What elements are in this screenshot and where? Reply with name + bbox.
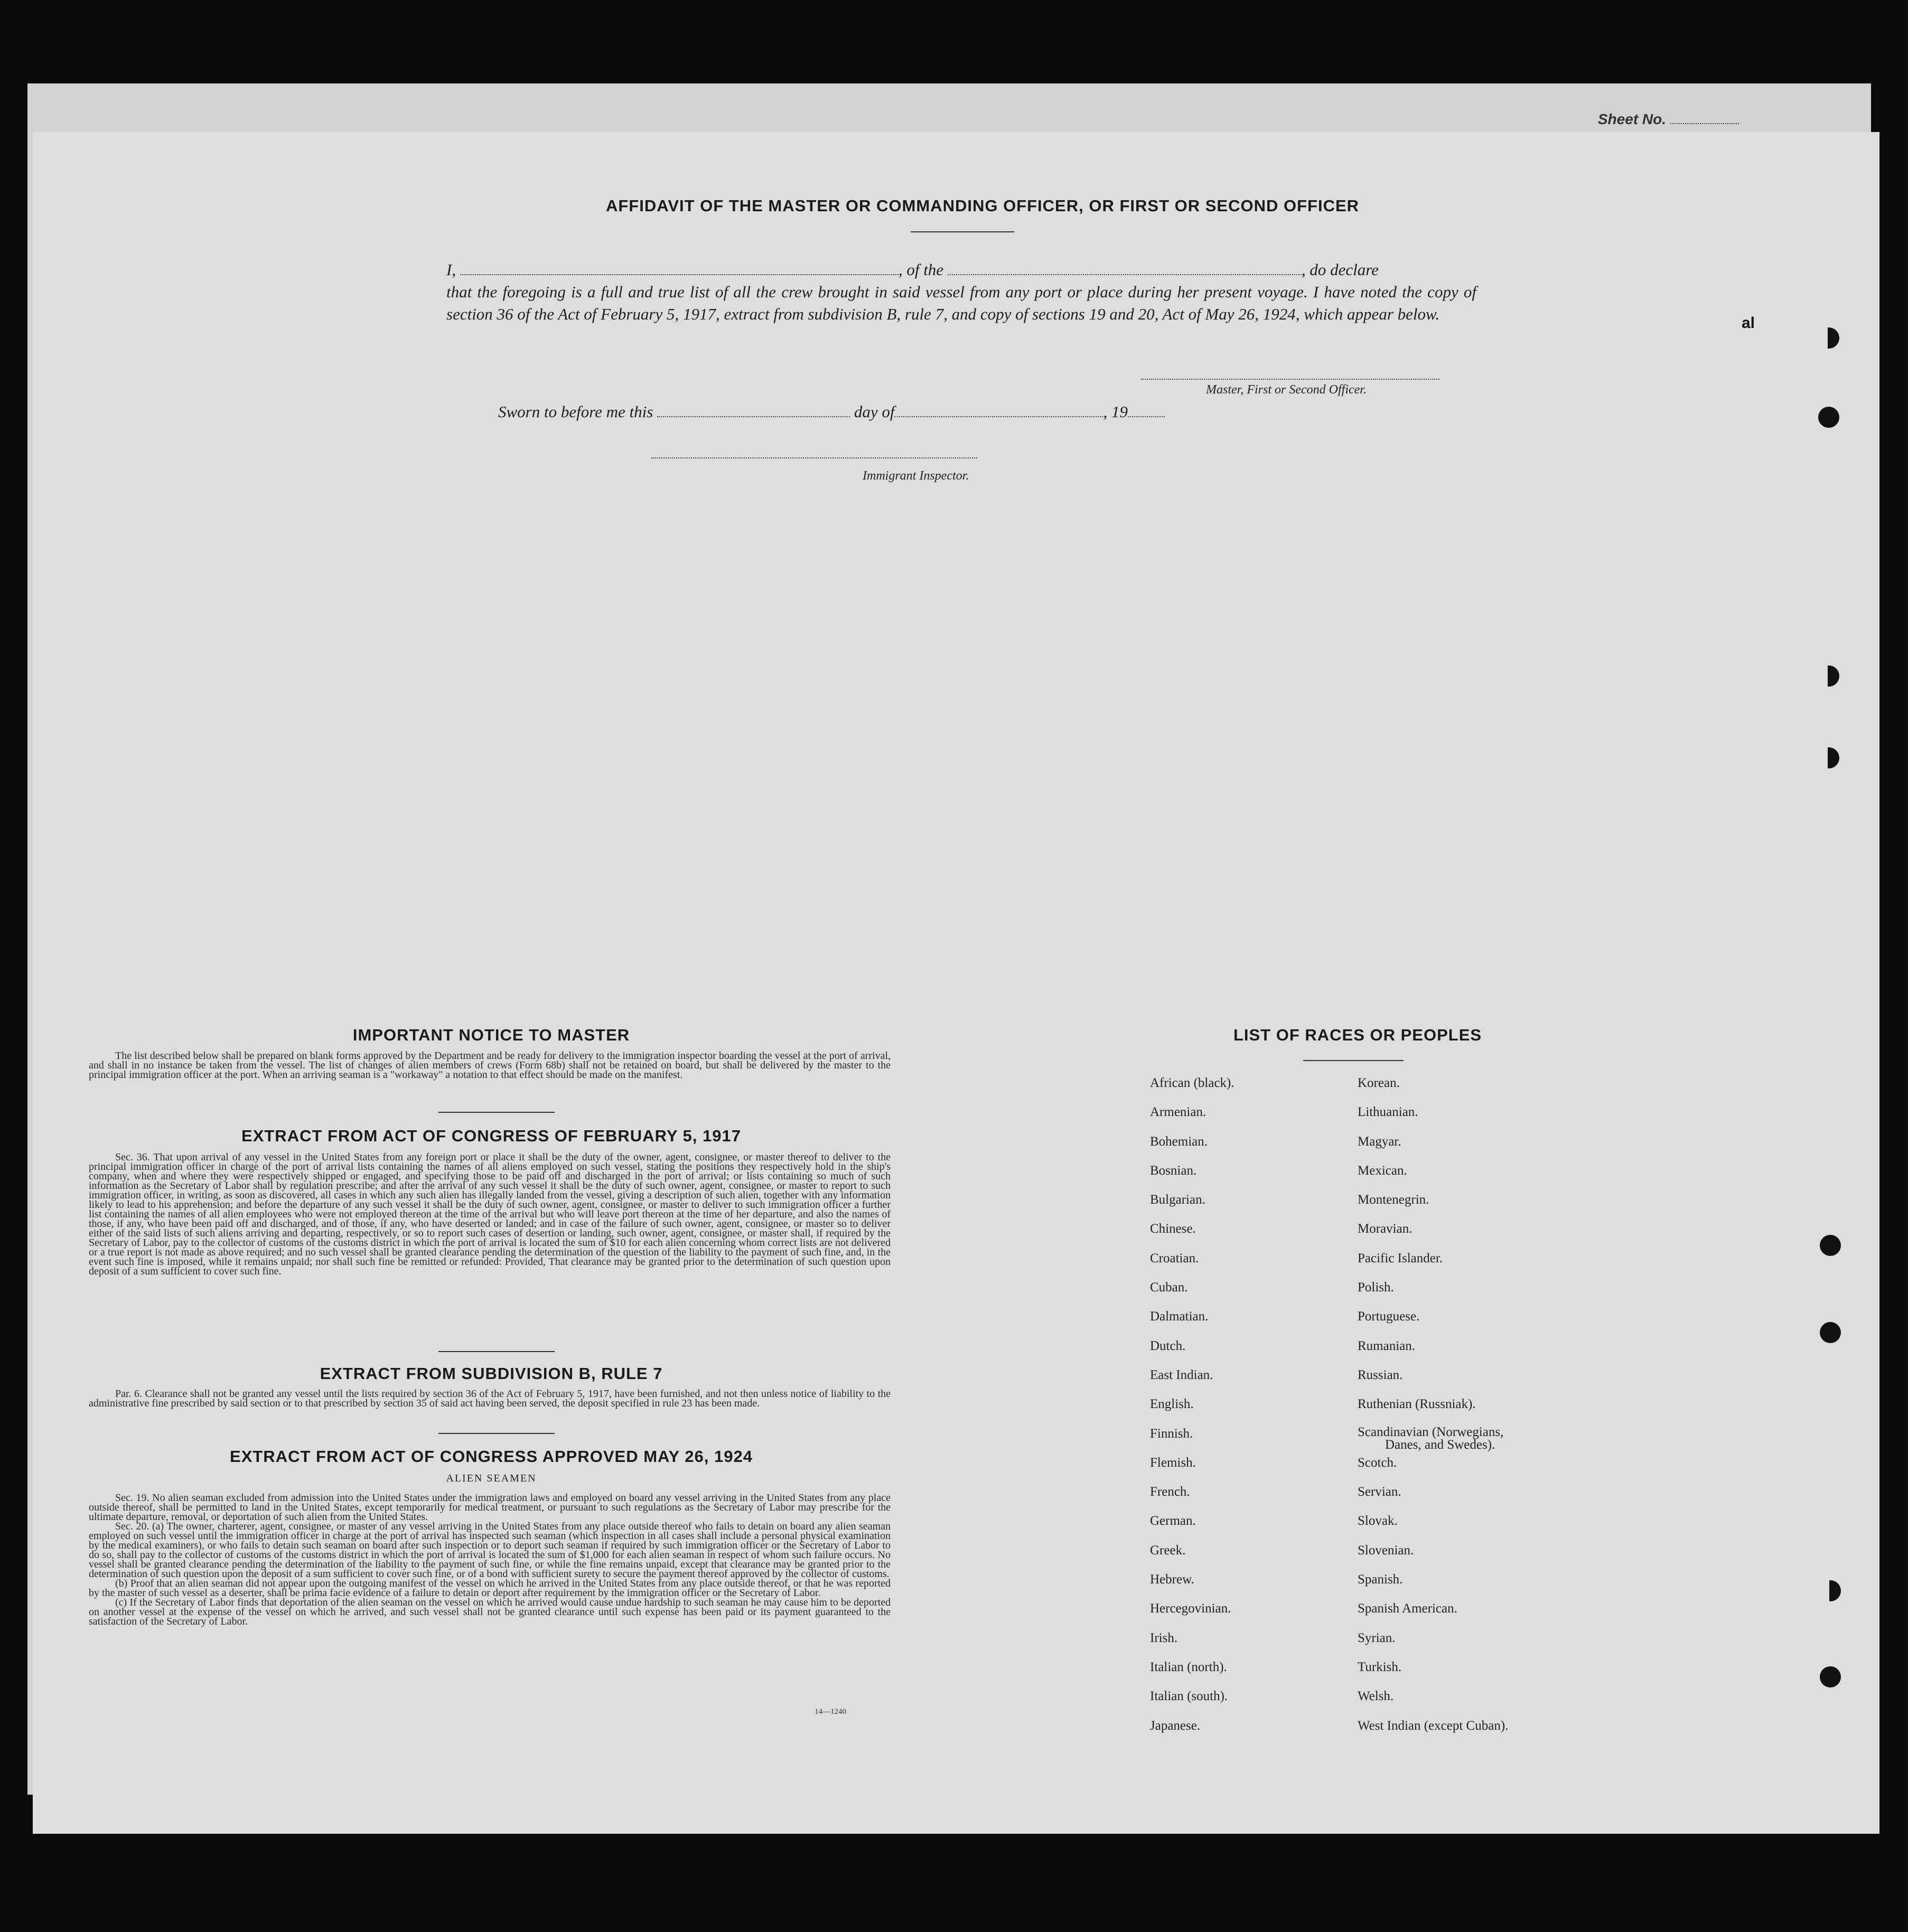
race-item: Dutch. bbox=[1150, 1338, 1186, 1353]
race-item: Bohemian. bbox=[1150, 1134, 1208, 1149]
race-item: Spanish American. bbox=[1358, 1601, 1457, 1616]
race-item: French. bbox=[1150, 1485, 1190, 1499]
race-item: Armenian. bbox=[1150, 1105, 1206, 1120]
race-item: Montenegrin. bbox=[1358, 1193, 1429, 1207]
extract-1924-title: EXTRACT FROM ACT OF CONGRESS APPROVED MAY 26, 1924 bbox=[230, 1447, 753, 1466]
race-item: Mexican. bbox=[1358, 1163, 1407, 1178]
race-item: Rumanian. bbox=[1358, 1338, 1416, 1353]
race-item: East Indian. bbox=[1150, 1367, 1213, 1382]
affidavit-text bbox=[446, 259, 1476, 325]
race-item: Syrian. bbox=[1358, 1630, 1396, 1645]
punch-hole bbox=[1820, 1235, 1841, 1256]
race-item: Ruthenian (Russniak). bbox=[1358, 1397, 1476, 1412]
title-rule bbox=[911, 231, 1014, 232]
inspector-signature-line bbox=[651, 457, 977, 458]
races-column-1 bbox=[1150, 1075, 1340, 1747]
punch-hole bbox=[1818, 407, 1839, 428]
affidavit-declaration-line: I, , of the , do declare bbox=[446, 260, 1379, 279]
day-blank bbox=[657, 404, 850, 417]
race-item: Hebrew. bbox=[1150, 1572, 1194, 1587]
race-item: Slovenian. bbox=[1358, 1543, 1414, 1558]
race-item: West Indian (except Cuban). bbox=[1358, 1718, 1509, 1733]
master-caption: Master, First or Second Officer. bbox=[1206, 383, 1367, 397]
form-number: 14—1240 bbox=[815, 1708, 846, 1716]
race-item: Greek. bbox=[1150, 1543, 1186, 1558]
race-item: Hercegovinian. bbox=[1150, 1601, 1231, 1616]
race-item: English. bbox=[1150, 1397, 1194, 1412]
race-item: Welsh. bbox=[1358, 1689, 1394, 1704]
races-title-rule bbox=[1303, 1060, 1404, 1061]
notice-title: IMPORTANT NOTICE TO MASTER bbox=[352, 1026, 630, 1044]
race-item: Slovak. bbox=[1358, 1514, 1398, 1528]
alien-seamen-subtitle: ALIEN SEAMEN bbox=[446, 1473, 537, 1484]
race-item: Scotch. bbox=[1358, 1455, 1397, 1470]
race-item: Finnish. bbox=[1150, 1426, 1193, 1441]
race-item: Bulgarian. bbox=[1150, 1193, 1205, 1207]
races-column-2 bbox=[1358, 1075, 1606, 1747]
inspector-caption: Immigrant Inspector. bbox=[863, 469, 969, 483]
races-title: LIST OF RACES OR PEOPLES bbox=[1233, 1026, 1482, 1044]
punch-hole bbox=[1818, 665, 1839, 687]
race-item: Pacific Islander. bbox=[1358, 1251, 1443, 1265]
extract-rule7-text: Par. 6. Clearance shall not be granted any vessel until the lists required by section 36 of the Act of February 5, 1917, have been furnished, and not then unless notice of liability to the administrative fine prescribed by said section or to that prescribed by section 35 of said act having been served, the deposit specified in rule 23 has been made. bbox=[89, 1388, 891, 1409]
race-item: Magyar. bbox=[1358, 1134, 1401, 1149]
extract-1917-text: Sec. 36. That upon arrival of any vessel in the United States from any foreign port or place it shall be the duty of the owner, agent, consignee, or master thereof to deliver to the principal immigration officer in charge of the port of arrival lists containing the names of all aliens employed on such vessel, stating the positions they respectively hold in the ship's company, when and where they were respectively shipped or engaged, and specifying those to be paid off and discharged in the port of arrival; or lists containing so much of such information as the Secretary of Labor shall by regulation prescribe; and after the arrival of any such vessel it shall be the duty of such owner, agent, consignee, or master to report to such immigration officer, in writing, as soon as discovered, all cases in which any such alien has illegally landed from the vessel, giving a description of such alien, together with any information likely to lead to his apprehension; and before the departure of any such vessel it shall be the duty of such owner, agent, consignee, or master to deliver to such immigration officer a further list containing the names of all alien employees who were not employed thereon at the time of the arrival but who will leave port thereon at the time of her departure, and also the names of those, if any, who have been paid off and discharged, and of those, if any, who have deserted or landed; and in case of the failure of such owner, agent, consignee, or master so to deliver either of the said lists of such aliens arriving and departing, respectively, or so to report such cases of desertion or landing, such owner, agent, consignee, or master shall, if required by the Secretary of Labor, pay to the collector of customs of the customs district in which the port of arrival is located the sum of $10 for each alien concerning whom correct lists are not delivered or a true report is not made as above required; and no such vessel shall be granted clearance pending the determination of the question of the liability to the payment of such fine, and, in the event such fine is imposed, while it remains unpaid; nor shall such fine be remitted or refunded: Provided, That clearance may be granted prior to the determination of such question upon deposit of a sum sufficient to cover such fine. bbox=[89, 1151, 891, 1277]
vessel-blank bbox=[948, 261, 1302, 275]
section-rule bbox=[438, 1433, 555, 1434]
race-item: Portuguese. bbox=[1358, 1309, 1420, 1324]
race-item: Korean. bbox=[1358, 1076, 1400, 1090]
affidavit-body: that the foregoing is a full and true list of all the crew brought in said vessel from any port or place during her present voyage. I have noted the copy of section 36 of the Act of February 5, 1917, extract from subdivision B, rule 7, and copy of sections 19 and 20, Act of May 26, 1924, which appear below. bbox=[446, 283, 1476, 323]
race-item: Servian. bbox=[1358, 1485, 1401, 1499]
race-item: Moravian. bbox=[1358, 1222, 1413, 1236]
race-item: Croatian. bbox=[1150, 1251, 1199, 1265]
punch-hole bbox=[1820, 1580, 1841, 1601]
race-item: Spanish. bbox=[1358, 1572, 1403, 1587]
punch-hole bbox=[1818, 327, 1839, 349]
race-item: Lithuanian. bbox=[1358, 1105, 1418, 1120]
race-item: German. bbox=[1150, 1514, 1196, 1528]
race-item: Irish. bbox=[1150, 1630, 1178, 1645]
extract-1924-text: Sec. 19. No alien seaman excluded from admission into the United States under the immigration laws and employed on board any vessel arriving in the United States from any place outside thereof, shall be permitted to land in the United States, except temporarily for medical treatment, or pursuant to such regulations as the Secretary of Labor may prescribe for the ultimate departure, removal, or deportation of such alien from the United States. Sec. 20. (a) The owner, charterer, agent, consignee, or master of any vessel arriving in the United States from any place outside thereof who fails to detain on board any alien seaman employed on such vessel until the immigration officer in charge at the port of arrival has inspected such seaman (which inspection in all cases shall include a personal physical examination by the medical examiners), or who fails to detain such seaman on board after such inspection or to deport such seaman if required by such immigration officer or the Secretary of Labor to do so, shall pay to the collector of customs of the customs district in which the port of arrival is located the sum of $1,000 for each alien seaman in respect of whom such failure occurs. No vessel shall be granted clearance pending the determination of the liability to the payment of such fine, or while the fine remains unpaid, except that clearance may be granted prior to the determination of such question upon the deposit of a sum sufficient to cover such fine, or of a bond with sufficient surety to secure the payment thereof approved by the collector of customs. (b) Proof that an alien seaman did not appear upon the outgoing manifest of the vessel on which he arrived in the United States from any place outside thereof, or that he was reported by the master of such vessel as a deserter, shall be prima facie evidence of a failure to detain or deport after requirement by the immigration officer or the Secretary of Labor. (c) If the Secretary of Labor finds that deportation of the alien seaman on the vessel on which he arrived would cause undue hardship to such seaman he may cause him to be deported on another vessel at the expense of the vessel on which he arrived, and such vessel shall not be granted clearance until such expense has been paid or its payment guaranteed to the satisfaction of the Secretary of Labor. bbox=[89, 1492, 891, 1627]
master-signature-line bbox=[1141, 379, 1439, 380]
extract-rule7-title: EXTRACT FROM SUBDIVISION B, RULE 7 bbox=[320, 1364, 663, 1383]
race-item: Bosnian. bbox=[1150, 1163, 1197, 1178]
punch-hole bbox=[1820, 1666, 1841, 1687]
race-item: Turkish. bbox=[1358, 1659, 1402, 1674]
affidavit-title: AFFIDAVIT OF THE MASTER OR COMMANDING OFFICER, OR FIRST OR SECOND OFFICER bbox=[605, 196, 1360, 215]
sworn-line: Sworn to before me this day of , 19 bbox=[498, 402, 1165, 421]
section-rule bbox=[438, 1351, 555, 1352]
race-item: Scandinavian (Norwegians, Danes, and Swedes). bbox=[1358, 1424, 1504, 1452]
race-item: Flemish. bbox=[1150, 1455, 1196, 1470]
race-item: African (black). bbox=[1150, 1076, 1234, 1090]
race-item: Polish. bbox=[1358, 1280, 1394, 1295]
extract-1917-title: EXTRACT FROM ACT OF CONGRESS OF FEBRUARY 5, 1917 bbox=[241, 1127, 741, 1145]
section-rule bbox=[438, 1112, 555, 1113]
race-item: Russian. bbox=[1358, 1367, 1403, 1382]
race-item: Cuban. bbox=[1150, 1280, 1188, 1295]
race-item: Dalmatian. bbox=[1150, 1309, 1209, 1324]
punch-hole bbox=[1818, 747, 1839, 768]
notice-text: The list described below shall be prepared on blank forms approved by the Department and be ready for delivery to the immigration inspector boarding the vessel at the port of arrival, and shall in no instance be taken from the vessel. The list of changes of alien members of crews (Form 68b) shall not be retained on board, but shall be delivered by the master to the principal immigration officer at the port. When an arriving seaman is a "workaway" a notation to that effect should be made on the manifest. bbox=[89, 1050, 891, 1081]
sheet-number-blank bbox=[1670, 123, 1739, 124]
month-blank bbox=[894, 404, 1103, 417]
punch-hole bbox=[1820, 1322, 1841, 1343]
sheet-number: Sheet No. bbox=[1598, 111, 1739, 128]
race-item: Italian (north). bbox=[1150, 1659, 1227, 1674]
race-item: Japanese. bbox=[1150, 1718, 1201, 1733]
page-mark: al bbox=[1742, 314, 1755, 332]
name-blank bbox=[460, 261, 899, 275]
race-item: Italian (south). bbox=[1150, 1689, 1228, 1704]
year-blank bbox=[1128, 404, 1165, 417]
race-item: Chinese. bbox=[1150, 1222, 1196, 1236]
